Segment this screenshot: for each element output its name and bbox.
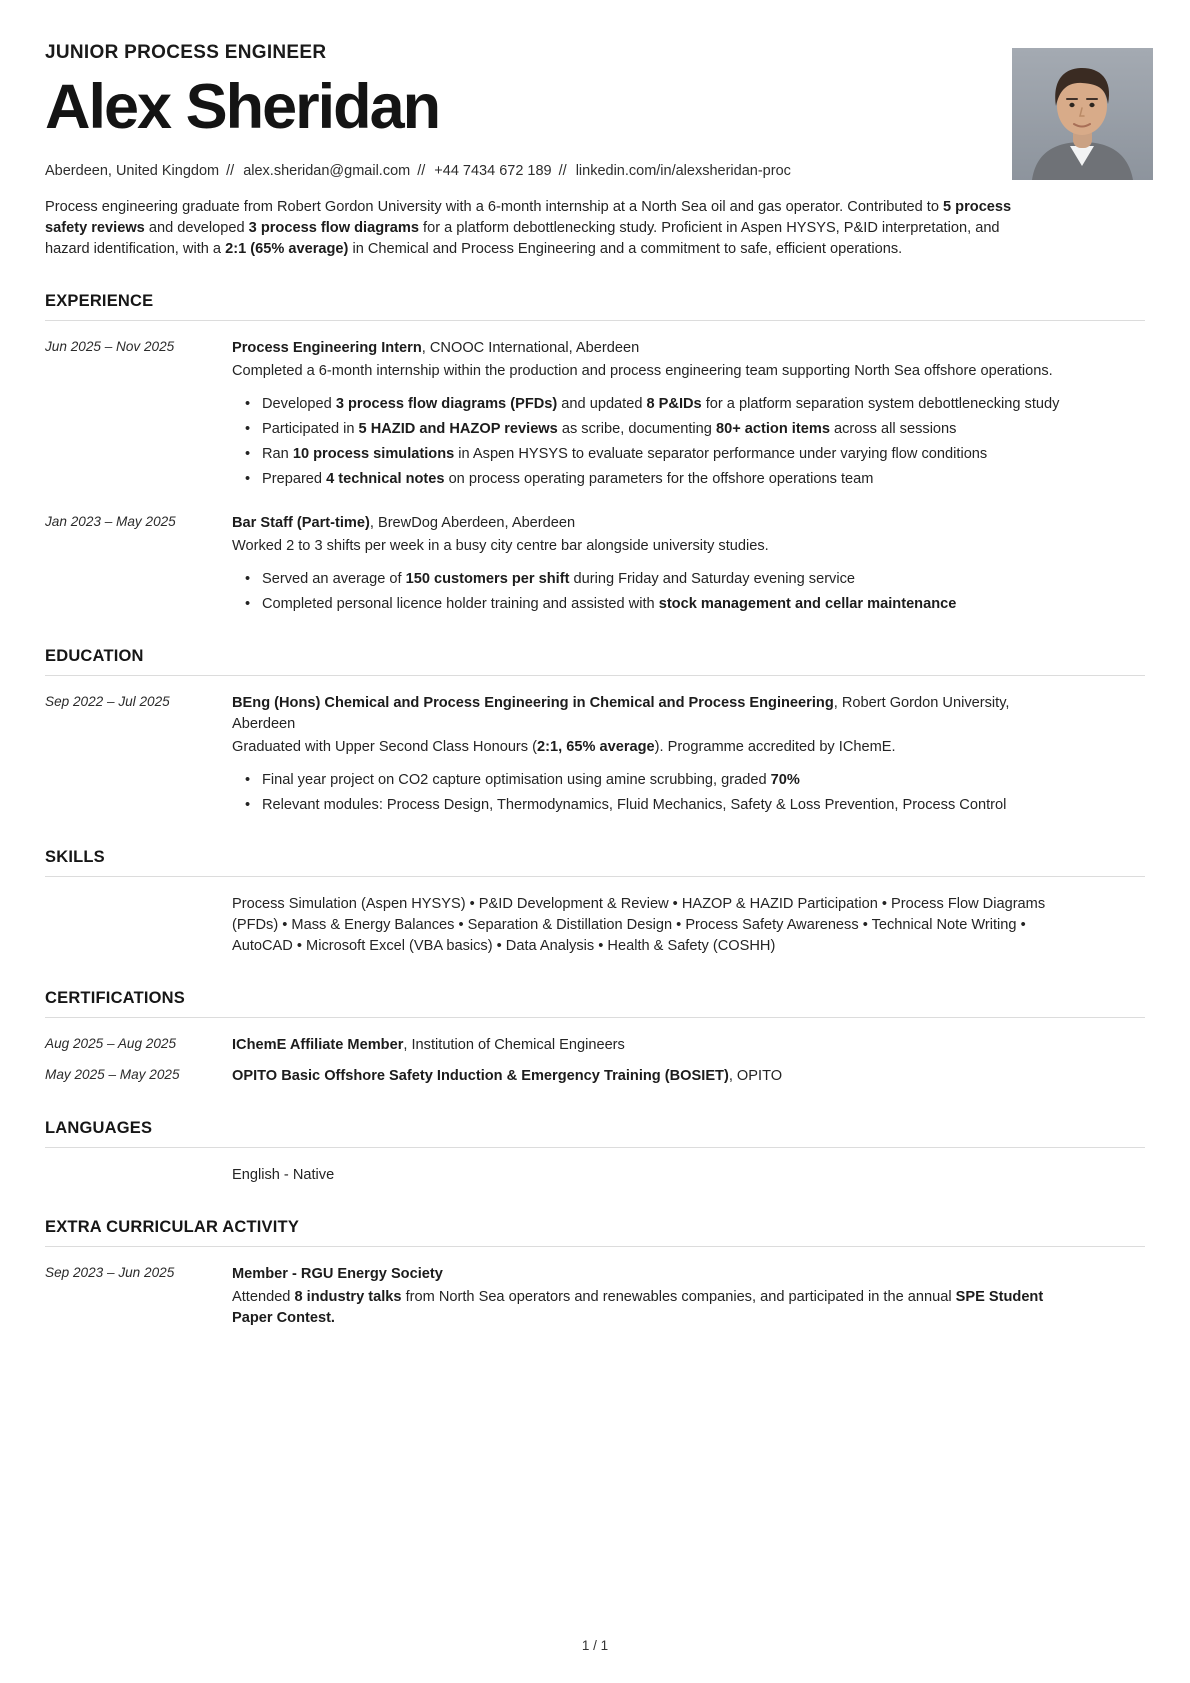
section-divider [45, 320, 1145, 321]
section-divider [45, 1147, 1145, 1148]
section-divider [45, 1017, 1145, 1018]
extra-curricular-entry [45, 1264, 1145, 1329]
bullet-item: • Final year project on CO2 capture optimisation using amine scrubbing, graded 70% [262, 770, 1072, 791]
entry-date: Jan 2023 – May 2025 [45, 514, 176, 529]
language-item: English - Native [232, 1167, 335, 1183]
entry-description: Graduated with Upper Second Class Honours (2:1, 65% average). Programme accredited by IChemE. [232, 739, 896, 755]
entry-date: Sep 2023 – Jun 2025 [45, 1265, 175, 1280]
section-divider [45, 675, 1145, 676]
section-heading-experience: EXPERIENCE [45, 292, 154, 310]
entry-title: Bar Staff (Part-time), BrewDog Aberdeen, Aberdeen [232, 515, 576, 531]
section-heading-skills: SKILLS [45, 848, 105, 866]
entry-date: Aug 2025 – Aug 2025 [45, 1036, 177, 1051]
experience-entry [45, 513, 1145, 615]
education-entry [45, 693, 1145, 816]
section-heading-certifications: CERTIFICATIONS [45, 989, 185, 1007]
bullet-item: • Completed personal licence holder training and assisted with stock management and cellar maintenance [262, 594, 1072, 615]
section-heading-languages: LANGUAGES [45, 1119, 153, 1137]
bullet-item: • Served an average of 150 customers per shift during Friday and Saturday evening service [262, 569, 1072, 590]
entry-bullet-list [232, 394, 1072, 490]
skills-list: Process Simulation (Aspen HYSYS) • P&ID Development & Review • HAZOP & HAZID Participation • Process Flow Diagrams (PFDs) • Mass & Energy Balances • Separation & Distillation Design • Process Safety Awareness • Technical Note Writing • AutoCAD • Microsoft Excel (VBA basics) • Data Analysis • Health & Safety (COSHH) [232, 896, 1046, 954]
entry-bullet-list [232, 770, 1072, 816]
contact-location: Aberdeen, United Kingdom [45, 163, 220, 179]
entry-title: BEng (Hons) Chemical and Process Engineering in Chemical and Process Engineering, Robert Gordon University, Aberdeen [232, 695, 1010, 732]
entry-date: Sep 2022 – Jul 2025 [45, 694, 170, 709]
contact-linkedin: linkedin.com/in/alexsheridan-proc [575, 163, 791, 179]
section-heading-extra-curricular: EXTRA CURRICULAR ACTIVITY [45, 1218, 300, 1236]
section-divider [45, 876, 1145, 877]
entry-description: Attended 8 industry talks from North Sea operators and renewables companies, and participated in the annual SPE Student Paper Contest. [232, 1289, 1044, 1326]
entry-date: Jun 2025 – Nov 2025 [45, 339, 175, 354]
summary-paragraph: Process engineering graduate from Robert Gordon University with a 6-month internship at a North Sea oil and gas operator. Contributed to 5 process safety reviews and developed 3 process flow diagrams for a platform debottlenecking study. Proficient in Aspen HYSYS, P&ID interpretation, and hazard identification, with a 2:1 (65% average) in Chemical and Process Engineering and a commitment to safe, efficient operations. [45, 199, 1012, 257]
section-certifications [45, 989, 1145, 1087]
entry-bullet-list [232, 569, 1072, 615]
section-extra-curricular [45, 1218, 1145, 1329]
bullet-item: • Prepared 4 technical notes on process operating parameters for the offshore operations team [262, 469, 1072, 490]
certification-entry [45, 1066, 1145, 1087]
resume-header [45, 42, 1145, 179]
section-heading-education: EDUCATION [45, 647, 144, 665]
contact-separator: // [558, 163, 567, 179]
entry-title: OPITO Basic Offshore Safety Induction & Emergency Training (BOSIET), OPITO [232, 1068, 783, 1084]
section-languages [45, 1119, 1145, 1186]
entry-title: Process Engineering Intern, CNOOC International, Aberdeen [232, 340, 640, 356]
contact-email: alex.sheridan@gmail.com [243, 163, 411, 179]
contact-phone: +44 7434 672 189 [434, 163, 552, 179]
bullet-item: • Relevant modules: Process Design, Thermodynamics, Fluid Mechanics, Safety & Loss Prevention, Process Control [262, 795, 1072, 816]
bullet-item: • Developed 3 process flow diagrams (PFDs) and updated 8 P&IDs for a platform separation system debottlenecking study [262, 394, 1072, 415]
person-name: Alex Sheridan [45, 72, 440, 142]
entry-date: May 2025 – May 2025 [45, 1067, 180, 1082]
section-experience [45, 292, 1145, 615]
experience-entry [45, 338, 1145, 490]
certification-entry [45, 1035, 1145, 1056]
entry-title: IChemE Affiliate Member, Institution of Chemical Engineers [232, 1037, 625, 1053]
profile-photo [1012, 48, 1153, 180]
entry-title: Member - RGU Energy Society [232, 1266, 443, 1282]
section-divider [45, 1246, 1145, 1247]
contact-separator: // [226, 163, 235, 179]
page-number: 1 / 1 [581, 1638, 609, 1653]
contact-separator: // [417, 163, 426, 179]
contact-line [45, 163, 1145, 179]
bullet-item: • Ran 10 process simulations in Aspen HYSYS to evaluate separator performance under varying flow conditions [262, 444, 1072, 465]
job-title: JUNIOR PROCESS ENGINEER [45, 42, 327, 63]
bullet-item: • Participated in 5 HAZID and HAZOP reviews as scribe, documenting 80+ action items across all sessions [262, 419, 1072, 440]
entry-description: Worked 2 to 3 shifts per week in a busy city centre bar alongside university studies. [232, 538, 769, 554]
entry-description: Completed a 6-month internship within the production and process engineering team supporting North Sea offshore operations. [232, 363, 1053, 379]
section-skills [45, 848, 1145, 957]
section-education [45, 647, 1145, 816]
